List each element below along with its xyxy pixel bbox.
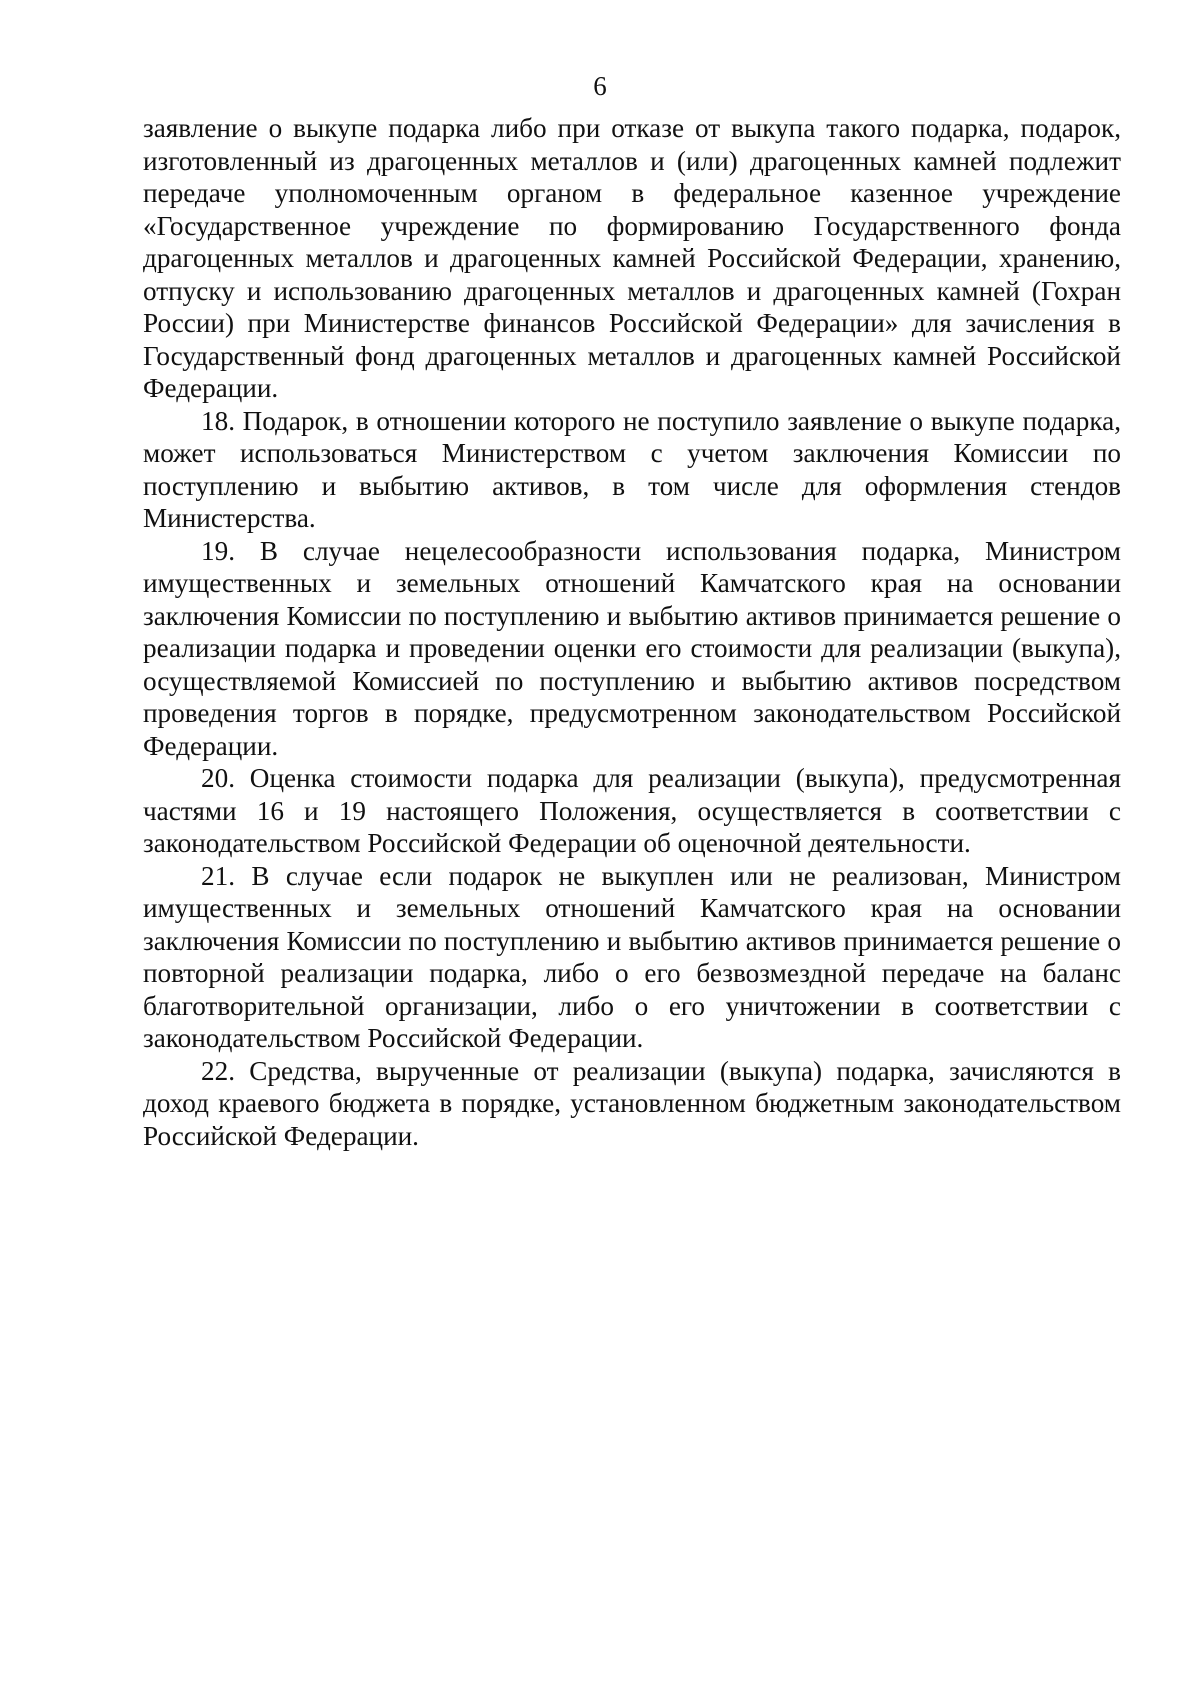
paragraph-continuation: заявление о выкупе подарка либо при отказе от выкупа такого подарка, подарок, изготовленный из драгоценных металлов и (или) драгоценных камней подлежит передаче уполномоченным органом в федеральное казенное учреждение «Государственное учреждение по формированию Государственного фонда драгоценных металлов и драгоценных камней Российской Федерации, хранению, отпуску и использованию драгоценных металлов и драгоценных камней (Гохран России) при Министерстве финансов Российской Федерации» для зачисления в Государственный фонд драгоценных металлов и драгоценных камней Российской Федерации. <box>143 113 1121 403</box>
paragraph-item-21: 21. В случае если подарок не выкуплен или не реализован, Министром имущественных и земельных отношений Камчатского края на основании заключения Комиссии по поступлению и выбытию активов принимается решение о повторной реализации подарка, либо о его безвозмездной передаче на баланс благотворительной организации, либо о его уничтожении в соответствии с законодательством Российской Федерации. <box>143 860 1121 1053</box>
paragraph-item-20: 20. Оценка стоимости подарка для реализации (выкупа), предусмотренная частями 16 и 19 настоящего Положения, осуществляется в соответствии с законодательством Российской Федерации об оценочной деятельности. <box>143 763 1121 858</box>
paragraph-item-19: 19. В случае нецелесообразности использования подарка, Министром имущественных и земельных отношений Камчатского края на основании заключения Комиссии по поступлению и выбытию активов принимается решение о реализации подарка и проведении оценки его стоимости для реализации (выкупа), осуществляемой Комиссией по поступлению и выбытию активов посредством проведения торгов в порядке, предусмотренном законодательством Российской Федерации. <box>143 535 1121 761</box>
paragraph-item-18: 18. Подарок, в отношении которого не поступило заявление о выкупе подарка, может использоваться Министерством с учетом заключения Комиссии по поступлению и выбытию активов, в том числе для оформления стендов Министерства. <box>143 405 1121 533</box>
page-number: 6 <box>593 71 607 101</box>
paragraph-item-22: 22. Средства, вырученные от реализации (выкупа) подарка, зачисляются в доход краевого бюджета в порядке, установленном бюджетным законодательством Российской Федерации. <box>143 1055 1121 1151</box>
document-body <box>143 112 1121 1152</box>
